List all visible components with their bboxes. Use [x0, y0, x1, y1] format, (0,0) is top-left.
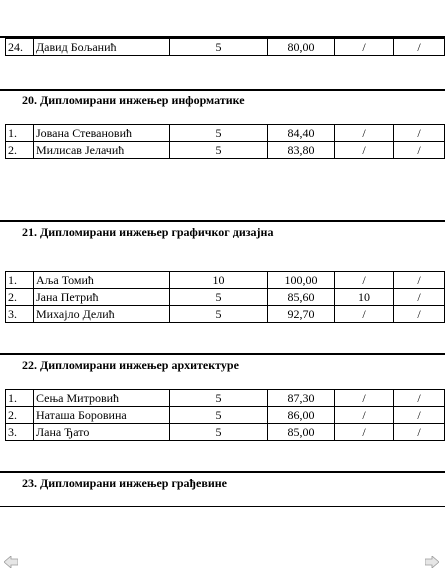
row-average: 86,00	[268, 407, 335, 424]
arrow-left-icon[interactable]	[4, 556, 18, 568]
table-row	[6, 272, 445, 289]
row-name: Сења Митровић	[34, 390, 170, 407]
row-average: 100,00	[268, 272, 335, 289]
row-points: 5	[170, 289, 268, 306]
section-divider	[0, 89, 445, 91]
row-number: 3.	[6, 424, 34, 441]
row-col6: /	[394, 390, 445, 407]
section-divider	[0, 353, 445, 355]
row-number: 2.	[6, 407, 34, 424]
row-average: 92,70	[268, 306, 335, 323]
row-col5: 10	[335, 289, 394, 306]
row-col5: /	[335, 424, 394, 441]
row-points: 5	[170, 142, 268, 159]
row-points: 5	[170, 390, 268, 407]
row-points: 10	[170, 272, 268, 289]
row-col6: /	[394, 306, 445, 323]
row-col5: /	[335, 306, 394, 323]
row-number: 24.	[6, 39, 34, 56]
row-points: 5	[170, 306, 268, 323]
row-number: 1.	[6, 272, 34, 289]
row-col6: /	[394, 407, 445, 424]
arrow-right-icon[interactable]	[425, 556, 439, 568]
row-col6: /	[394, 272, 445, 289]
row-number: 3.	[6, 306, 34, 323]
row-name: Јана Петрић	[34, 289, 170, 306]
section-heading: 23. Дипломирани инжењер грађевине	[22, 476, 227, 490]
row-average: 84,40	[268, 125, 335, 142]
row-name: Давид Бољанић	[34, 39, 170, 56]
row-name: Аља Томић	[34, 272, 170, 289]
row-name: Михајло Делић	[34, 306, 170, 323]
row-points: 5	[170, 407, 268, 424]
row-average: 85,00	[268, 424, 335, 441]
section-divider	[0, 220, 445, 222]
table-row	[6, 306, 445, 323]
table-row	[6, 289, 445, 306]
row-name: Јована Стевановић	[34, 125, 170, 142]
row-average: 83,80	[268, 142, 335, 159]
top-table	[5, 38, 445, 56]
table-row	[6, 125, 445, 142]
row-col6: /	[394, 39, 445, 56]
row-number: 1.	[6, 125, 34, 142]
row-points: 5	[170, 39, 268, 56]
table-row	[6, 39, 445, 56]
section-heading: 22. Дипломирани инжењер архитектуре	[22, 358, 239, 372]
row-number: 1.	[6, 390, 34, 407]
divider	[0, 506, 445, 507]
section-table	[5, 389, 445, 441]
row-name: Наташа Боровина	[34, 407, 170, 424]
row-col5: /	[335, 407, 394, 424]
row-name: Милисав Јелачић	[34, 142, 170, 159]
section-heading: 20. Дипломирани инжењер информатике	[22, 93, 245, 107]
section-heading: 21. Дипломирани инжењер графичког дизајна	[22, 225, 274, 239]
row-col5: /	[335, 142, 394, 159]
row-average: 85,60	[268, 289, 335, 306]
section-table	[5, 124, 445, 159]
row-col6: /	[394, 289, 445, 306]
row-points: 5	[170, 424, 268, 441]
row-col5: /	[335, 125, 394, 142]
table-row	[6, 407, 445, 424]
table-row	[6, 142, 445, 159]
row-col5: /	[335, 272, 394, 289]
row-points: 5	[170, 125, 268, 142]
row-col6: /	[394, 142, 445, 159]
row-name: Лана Ђато	[34, 424, 170, 441]
section-table	[5, 271, 445, 323]
row-col6: /	[394, 125, 445, 142]
row-col5: /	[335, 39, 394, 56]
table-row	[6, 424, 445, 441]
section-divider	[0, 471, 445, 473]
row-average: 80,00	[268, 39, 335, 56]
row-average: 87,30	[268, 390, 335, 407]
row-col6: /	[394, 424, 445, 441]
row-number: 2.	[6, 289, 34, 306]
row-col5: /	[335, 390, 394, 407]
row-number: 2.	[6, 142, 34, 159]
table-row	[6, 390, 445, 407]
